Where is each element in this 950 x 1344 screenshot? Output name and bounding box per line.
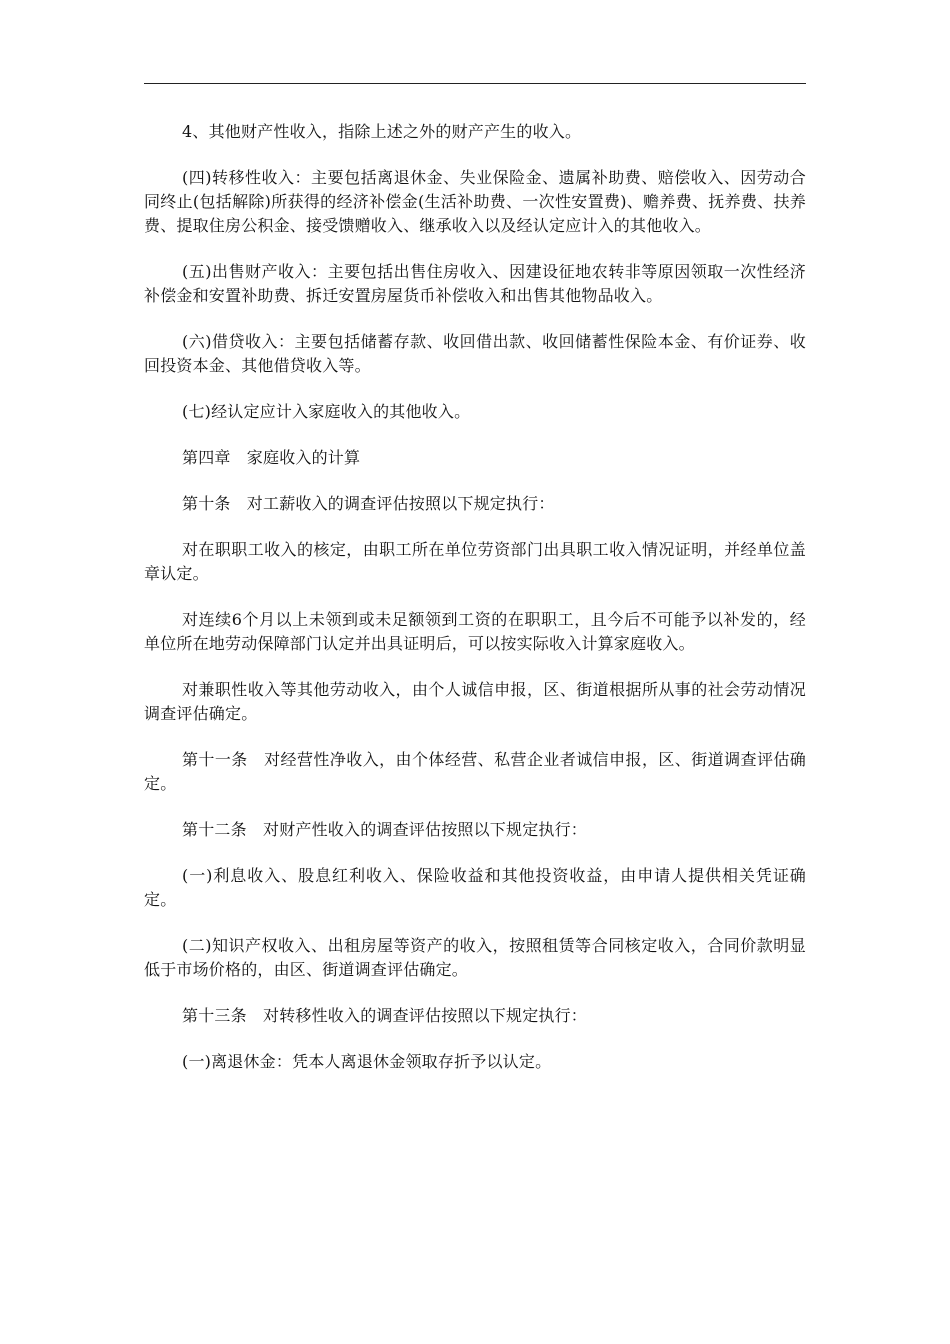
article-10: 第十条 对工薪收入的调查评估按照以下规定执行： xyxy=(182,494,555,513)
paragraph-pension: (一)离退休金：凭本人离退休金领取存折予以认定。 xyxy=(182,1052,552,1071)
article-12: 第十二条 对财产性收入的调查评估按照以下规定执行： xyxy=(182,820,588,839)
paragraph-unpaid-wages: 对连续6个月以上未领到或未足额领到工资的在职职工，且今后不可能予以补发的，经单位所在地劳动保障部门认定并出具证明后，可以按实际收入计算家庭收入。 xyxy=(144,610,806,653)
header-rule xyxy=(144,83,806,84)
paragraph-other-income: (七)经认定应计入家庭收入的其他收入。 xyxy=(182,402,471,421)
article-11: 第十一条 对经营性净收入，由个体经营、私营企业者诚信申报，区、街道调查评估确定。 xyxy=(144,750,806,793)
paragraph-loan-income: (六)借贷收入：主要包括储蓄存款、收回借出款、收回储蓄性保险本金、有价证券、收回投资本金、其他借贷收入等。 xyxy=(144,332,806,375)
paragraph-property-sale-income: (五)出售财产收入：主要包括出售住房收入、因建设征地农转非等原因领取一次性经济补偿金和安置补助费、拆迁安置房屋货币补偿收入和出售其他物品收入。 xyxy=(144,262,806,305)
paragraph-employee-income: 对在职职工收入的核定，由职工所在单位劳资部门出具职工收入情况证明，并经单位盖章认定。 xyxy=(144,540,806,583)
chapter-heading: 第四章 家庭收入的计算 xyxy=(182,448,361,467)
paragraph-part-time-income: 对兼职性收入等其他劳动收入，由个人诚信申报，区、街道根据所从事的社会劳动情况调查评估确定。 xyxy=(144,680,806,723)
paragraph-transfer-income: (四)转移性收入：主要包括离退休金、失业保险金、遗属补助费、赔偿收入、因劳动合同终止(包括解除)所获得的经济补偿金(生活补助费、一次性安置费)、赡养费、抚养费、扶养费、提取住房公积金、接受馈赠收入、继承收入以及经认定应计入的其他收入。 xyxy=(144,168,806,235)
paragraph-other-property-income: 4、其他财产性收入，指除上述之外的财产产生的收入。 xyxy=(182,122,582,141)
paragraph-investment-income: (一)利息收入、股息红利收入、保险收益和其他投资收益，由申请人提供相关凭证确定。 xyxy=(144,866,806,909)
document-body xyxy=(144,120,806,1096)
paragraph-ip-rental-income: (二)知识产权收入、出租房屋等资产的收入，按照租赁等合同核定收入，合同价款明显低于市场价格的，由区、街道调查评估确定。 xyxy=(144,936,806,979)
article-13: 第十三条 对转移性收入的调查评估按照以下规定执行： xyxy=(182,1006,588,1025)
